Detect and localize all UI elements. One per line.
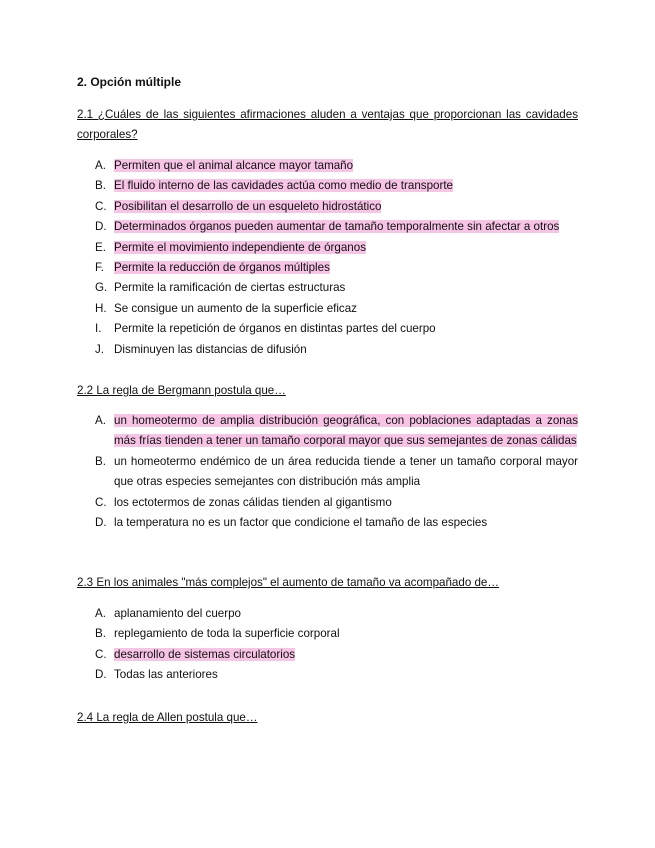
option-letter: D.	[95, 220, 107, 234]
option-text-highlighted: un homeotermo de amplia distribución geográfica, con poblaciones adaptadas a zonas más frías tienden a tener un tamaño corporal mayor que sus semejantes de zonas cálidas	[114, 414, 578, 448]
option-letter: J.	[95, 342, 105, 356]
option-text: Todas las anteriores	[114, 668, 218, 682]
option-letter: E.	[95, 240, 106, 254]
option-2-3-b	[95, 624, 578, 644]
option-2-1-e	[95, 238, 578, 258]
option-2-3-d	[95, 665, 578, 685]
option-2-1-c	[95, 197, 578, 217]
option-letter: C.	[95, 647, 107, 661]
option-text: aplanamiento del cuerpo	[114, 607, 241, 620]
option-text: Disminuyen las distancias de difusión	[114, 342, 307, 356]
question-2-4: 2.4 La regla de Allen postula que…	[77, 711, 258, 724]
options-2-2	[95, 411, 578, 533]
option-letter: C.	[95, 495, 107, 509]
option-2-1-i	[95, 319, 578, 339]
option-letter: B.	[95, 627, 106, 641]
option-letter: H.	[95, 301, 107, 315]
option-text: la temperatura no es un factor que condicione el tamaño de las especies	[114, 516, 488, 530]
option-2-1-b	[95, 176, 578, 196]
option-text-highlighted: Permite el movimiento independiente de órganos	[114, 240, 366, 254]
option-letter: D.	[95, 668, 107, 682]
option-letter: I.	[95, 322, 102, 336]
option-text: Se consigue un aumento de la superficie eficaz	[114, 301, 357, 315]
option-letter: B.	[95, 454, 106, 468]
option-text: los ectotermos de zonas cálidas tienden al gigantismo	[114, 495, 392, 509]
option-2-3-c	[95, 645, 578, 665]
option-text-highlighted: El fluido interno de las cavidades actúa como medio de transporte	[114, 179, 453, 193]
option-2-2-d	[95, 513, 578, 533]
option-letter: B.	[95, 179, 106, 193]
option-2-1-d	[95, 217, 578, 237]
option-text: un homeotermo endémico de un área reducida tiende a tener un tamaño corporal mayor que otras especies semejantes con distribución más amplia	[114, 454, 578, 489]
option-letter: F.	[95, 261, 105, 275]
options-2-1	[95, 156, 578, 360]
option-text: Permite la repetición de órganos en distintas partes del cuerpo	[114, 322, 436, 336]
option-2-1-g	[95, 278, 578, 298]
option-2-1-a	[95, 156, 578, 176]
option-2-2-b	[95, 452, 578, 493]
option-letter: G.	[95, 281, 108, 295]
option-text: replegamiento de toda la superficie corporal	[114, 627, 340, 641]
option-2-2-a	[95, 411, 578, 452]
option-text-highlighted: Determinados órganos pueden aumentar de tamaño temporalmente sin afectar a otros	[114, 220, 560, 234]
option-2-1-f	[95, 258, 578, 278]
option-text: Permite la ramificación de ciertas estructuras	[114, 281, 346, 295]
option-2-1-j	[95, 340, 578, 360]
question-2-1: 2.1 ¿Cuáles de las siguientes afirmaciones aluden a ventajas que proporcionan las cavidades corporales?	[77, 108, 578, 141]
question-2-2: 2.2 La regla de Bergmann postula que…	[77, 384, 286, 397]
option-text-highlighted: Permiten que el animal alcance mayor tamaño	[114, 159, 354, 172]
option-letter: A.	[95, 414, 106, 427]
option-2-1-h	[95, 299, 578, 319]
question-2-3: 2.3 En los animales "más complejos" el aumento de tamaño va acompañado de…	[77, 576, 499, 589]
option-letter: A.	[95, 607, 106, 620]
option-text-wrapper	[114, 411, 578, 452]
option-text-highlighted: Permite la reducción de órganos múltiples	[114, 261, 330, 275]
option-2-3-a	[95, 604, 578, 624]
options-2-3	[95, 604, 578, 686]
option-text-highlighted: Posibilitan el desarrollo de un esqueleto hidrostático	[114, 199, 382, 213]
option-text-highlighted: desarrollo de sistemas circulatorios	[114, 647, 296, 661]
option-letter: A.	[95, 159, 106, 172]
option-letter: C.	[95, 199, 107, 213]
option-2-2-c	[95, 493, 578, 513]
option-letter: D.	[95, 516, 107, 530]
section-title: 2. Opción múltiple	[77, 75, 182, 89]
